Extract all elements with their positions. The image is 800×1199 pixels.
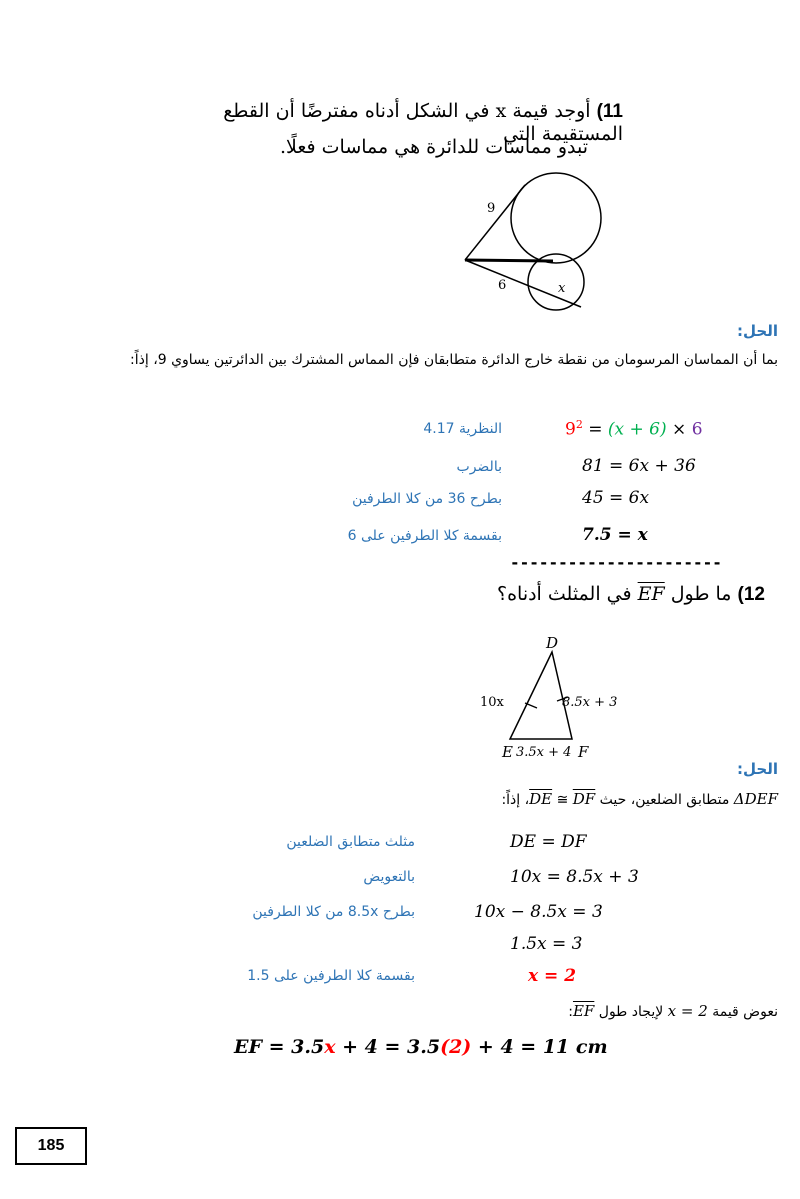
final-a: EF = 3.5 (234, 1036, 325, 1058)
vertex-d: D (546, 634, 559, 652)
substitute-line (378, 1002, 778, 1020)
segment-df: DF (572, 790, 596, 808)
reason-row-1: النظرية 4.17 (423, 421, 502, 437)
final-answer (234, 1036, 608, 1058)
equation-row-3: 45 = 6x (582, 488, 650, 508)
label-6: 6 (498, 278, 507, 293)
reason-row-4: بقسمة كلا الطرفين على 6 (347, 528, 502, 544)
eq-equals: = (582, 419, 608, 440)
reason2-row-1: مثلث متطابق الضلعين (286, 834, 415, 850)
tangent-upper (465, 185, 525, 260)
intro-b: متطابق الضلعين، حيث (595, 792, 734, 808)
reason2-row-2: بالتعويض (363, 869, 415, 885)
label-9: 9 (487, 201, 496, 216)
equation2-row-5: x = 2 (528, 966, 577, 986)
question-text-b: في المثلث أدناه؟ (496, 583, 632, 605)
segment-ef: EF (637, 583, 665, 605)
solution-1-intro: بما أن المماسان المرسومان من نقطة خارج الدائرة متطابقان فإن المماس المشترك بين الدائرتين يساوي 9، إذاً: (130, 352, 778, 368)
eq-nine: 9 (565, 419, 576, 440)
equation2-row-3: 10x − 8.5x = 3 (474, 902, 603, 922)
segment-de: DE (529, 790, 553, 808)
separator-line: ---------------------- (510, 553, 722, 572)
reason-row-3: بطرح 36 من كلا الطرفين (352, 491, 502, 507)
label-right-side: 8.5x + 3 (562, 695, 618, 710)
triangle-name: ΔDEF (733, 790, 778, 808)
sub-a: نعوض قيمة (707, 1004, 778, 1020)
vertex-f: F (578, 743, 589, 761)
intro-c: ، إذاً: (501, 792, 530, 808)
question-number: 11) (596, 101, 623, 122)
equation-row-1 (565, 418, 703, 440)
equation2-row-4: 1.5x = 3 (510, 934, 583, 954)
eq-exponent: 2 (575, 418, 583, 431)
vertex-e: E (502, 743, 513, 761)
final-x: x (324, 1036, 336, 1058)
congruent: ≅ (552, 792, 573, 808)
question-number: 12) (737, 584, 765, 605)
solution-2-intro (278, 790, 778, 808)
solution-2-title: الحل: (737, 760, 778, 778)
eq-six: 6 (691, 419, 703, 440)
equation-row-2: 81 = 6x + 36 (582, 456, 696, 476)
final-d: + 4 = 11 cm (471, 1036, 608, 1058)
eq-times: × (666, 419, 692, 440)
sub-seg: EF (572, 1002, 595, 1020)
equation-row-4: 7.5 = x (582, 525, 648, 545)
question-text-line1: أوجد قيمة x في الشكل أدناه مفترضًا أن القطع المستقيمة التي (223, 100, 623, 145)
circles-tangent-figure (455, 170, 615, 315)
equation2-row-1: DE = DF (510, 832, 587, 852)
label-x: x (558, 281, 566, 296)
sub-b: x = 2 (667, 1002, 708, 1020)
eq-paren: (x + 6) (607, 419, 667, 440)
question-text-a: ما طول (670, 583, 732, 605)
triangle-figure (450, 628, 650, 768)
reason2-row-3: بطرح 8.5x من كلا الطرفين (252, 904, 415, 920)
sub-d: : (568, 1004, 573, 1020)
reason2-row-5: بقسمة كلا الطرفين على 1.5 (247, 968, 415, 984)
question-11-line2: تبدو مماسات للدائرة هي مماسات فعلًا. (280, 136, 588, 158)
equation2-row-2: 10x = 8.5x + 3 (510, 867, 639, 887)
final-b: + 4 = 3.5 (335, 1036, 441, 1058)
sub-c: لإيجاد طول (594, 1004, 668, 1020)
label-base: 3.5x + 4 (516, 745, 572, 760)
label-left-side: 10x (480, 695, 504, 710)
tangent-common (465, 260, 553, 261)
final-c: (2) (440, 1036, 472, 1058)
reason-row-2: بالضرب (456, 459, 502, 475)
page-number: 185 (15, 1127, 87, 1165)
question-12 (465, 583, 765, 606)
solution-1-title: الحل: (737, 322, 778, 340)
